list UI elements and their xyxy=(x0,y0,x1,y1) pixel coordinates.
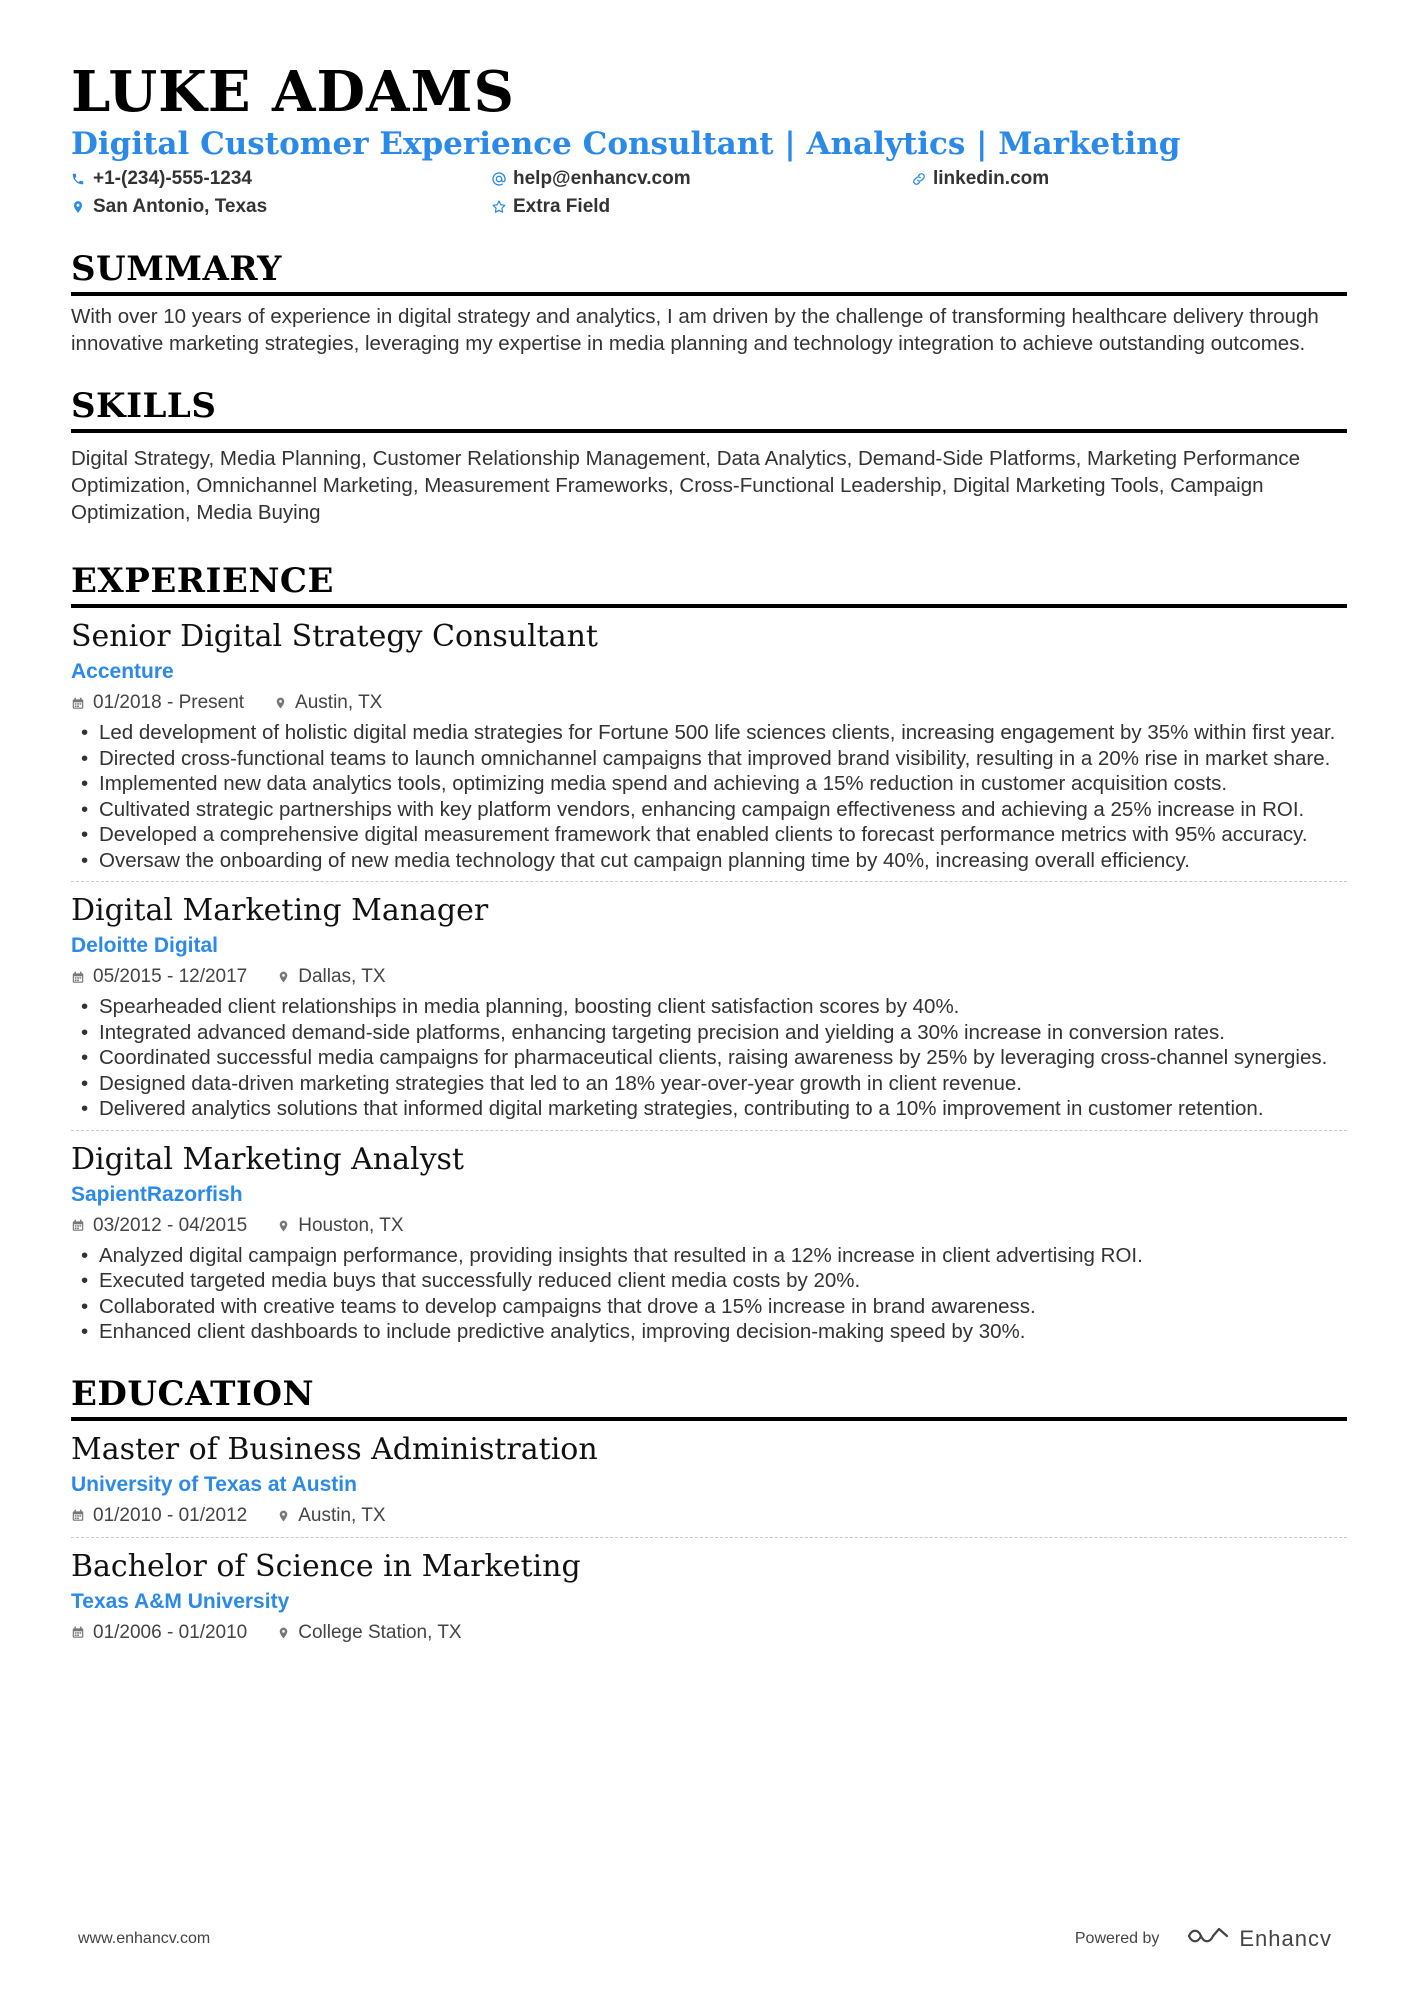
entry-meta xyxy=(71,964,1347,990)
entry-dates: 01/2010 - 01/2012 xyxy=(93,1504,248,1526)
experience-entry xyxy=(71,608,1347,881)
achievement-list xyxy=(71,994,1347,1122)
skills-text: Digital Strategy, Media Planning, Customer Relationship Management, Data Analytics, Demand-Side Platforms, Marketing Performance Optimization, Omnichannel Marketing, Measurement Frameworks, Cross-Functional Leadership, Digital Marketing Tools, Campaign Optimization, Media Buying xyxy=(71,447,1301,524)
company-name: Deloitte Digital xyxy=(71,934,219,957)
entry-location: Austin, TX xyxy=(295,692,383,713)
degree-title: Bachelor of Science in Marketing xyxy=(71,1548,581,1584)
entry-location: Austin, TX xyxy=(298,1504,386,1526)
entry-meta xyxy=(71,1213,1347,1239)
company-name: SapientRazorfish xyxy=(71,1182,243,1206)
enhancv-logo-icon xyxy=(1185,1924,1231,1953)
phone-icon xyxy=(71,172,93,186)
achievement-item: • Implemented new data analytics tools, optimizing media spend and achieving a 15% reduction in customer acquisition costs. xyxy=(71,771,1347,797)
page-footer xyxy=(78,1924,1332,1953)
calendar-icon xyxy=(71,1625,85,1640)
powered-by-label: Powered by xyxy=(1074,1929,1160,1947)
achievement-item: • Developed a comprehensive digital measurement framework that enabled clients to forecast performance metrics with 95% accuracy. xyxy=(71,822,1347,848)
contact-extra-field xyxy=(491,196,911,218)
contact-email-text[interactable]: help@enhancv.com xyxy=(513,168,691,189)
education-section xyxy=(71,1373,1347,1654)
contact-location xyxy=(71,196,491,218)
achievement-item: • Led development of holistic digital media strategies for Fortune 500 life sciences clients, increasing engagement by 35% within first year. xyxy=(71,720,1347,746)
achievement-item: • Executed targeted media buys that successfully reduced client media costs by 20%. xyxy=(71,1268,1347,1294)
entry-dates: 01/2018 - Present xyxy=(93,692,245,713)
job-title: Senior Digital Strategy Consultant xyxy=(71,619,598,654)
entry-dates: 05/2015 - 12/2017 xyxy=(93,966,248,987)
contact-email[interactable] xyxy=(491,168,911,190)
contact-phone-text: +1-(234)-555-1234 xyxy=(93,168,252,189)
education-entry xyxy=(71,1537,1347,1654)
achievement-item: • Coordinated successful media campaigns for pharmaceutical clients, raising awareness by 25% by leveraging cross-channel synergies. xyxy=(71,1045,1347,1071)
contact-linkedin[interactable] xyxy=(911,168,1331,190)
achievement-item: • Enhanced client dashboards to include predictive analytics, improving decision-making speed by 30%. xyxy=(71,1319,1347,1345)
candidate-headline: Digital Customer Experience Consultant | Analytics | Marketing xyxy=(71,126,1181,162)
school-name: University of Texas at Austin xyxy=(71,1472,357,1496)
achievement-item: • Cultivated strategic partnerships with key platform vendors, enhancing campaign effectiveness and achieving a 25% increase in ROI. xyxy=(71,797,1347,823)
footer-branding xyxy=(1075,1924,1332,1953)
achievement-item: • Spearheaded client relationships in media planning, boosting client satisfaction scores by 40%. xyxy=(71,994,1347,1020)
location-pin-icon xyxy=(71,199,93,215)
entry-meta xyxy=(71,690,1347,716)
location-pin-icon xyxy=(277,1508,290,1524)
calendar-icon xyxy=(71,1508,85,1523)
achievement-list xyxy=(71,1243,1347,1345)
achievement-item: • Directed cross-functional teams to launch omnichannel campaigns that improved brand visibility, resulting in a 20% rise in market share. xyxy=(71,746,1347,772)
summary-title: SUMMARY xyxy=(71,248,1347,296)
skills-section xyxy=(71,385,1347,526)
entry-dates: 03/2012 - 04/2015 xyxy=(93,1214,248,1236)
star-icon xyxy=(491,199,513,215)
contact-phone xyxy=(71,168,491,190)
skills-title: SKILLS xyxy=(71,385,1347,433)
link-icon xyxy=(911,171,933,187)
experience-section xyxy=(71,560,1347,1353)
experience-title: EXPERIENCE xyxy=(71,560,1347,608)
degree-title: Master of Business Administration xyxy=(71,1431,598,1467)
location-pin-icon xyxy=(277,1625,290,1641)
entry-location: College Station, TX xyxy=(298,1621,462,1643)
experience-entry xyxy=(71,881,1347,1130)
achievement-item: • Collaborated with creative teams to develop campaigns that drove a 15% increase in brand awareness. xyxy=(71,1294,1347,1320)
calendar-icon xyxy=(71,1218,85,1233)
location-pin-icon xyxy=(274,695,287,711)
location-pin-icon xyxy=(277,1218,290,1234)
achievement-item: • Analyzed digital campaign performance, providing insights that resulted in a 12% increase in client advertising ROI. xyxy=(71,1243,1347,1269)
education-list xyxy=(71,1421,1347,1654)
contact-location-text: San Antonio, Texas xyxy=(93,196,268,217)
achievement-item: • Designed data-driven marketing strategies that led to an 18% year-over-year growth in client revenue. xyxy=(71,1071,1347,1097)
resume-header xyxy=(71,60,1347,218)
resume-page xyxy=(71,60,1347,1654)
entry-location: Dallas, TX xyxy=(298,966,386,987)
company-name: Accenture xyxy=(71,660,174,683)
candidate-name: LUKE ADAMS xyxy=(71,59,515,125)
calendar-icon xyxy=(71,970,85,985)
contact-extra-field-text: Extra Field xyxy=(513,196,611,217)
entry-meta xyxy=(71,1620,1347,1646)
summary-section xyxy=(71,248,1347,357)
job-title: Digital Marketing Manager xyxy=(71,893,489,928)
education-title: EDUCATION xyxy=(71,1373,1347,1421)
experience-list xyxy=(71,608,1347,1353)
job-title: Digital Marketing Analyst xyxy=(71,1141,464,1177)
contact-list xyxy=(71,168,1347,218)
achievement-item: • Delivered analytics solutions that informed digital marketing strategies, contributing to a 10% improvement in customer retention. xyxy=(71,1096,1347,1122)
at-icon xyxy=(491,171,513,187)
entry-dates: 01/2006 - 01/2010 xyxy=(93,1621,248,1643)
achievement-item: • Oversaw the onboarding of new media technology that cut campaign planning time by 40%, increasing overall efficiency. xyxy=(71,848,1347,874)
entry-location: Houston, TX xyxy=(298,1214,404,1236)
enhancv-brand-name: Enhancv xyxy=(1239,1925,1332,1951)
footer-website[interactable]: www.enhancv.com xyxy=(78,1929,211,1947)
achievement-item: • Integrated advanced demand-side platforms, enhancing targeting precision and yielding a 30% increase in conversion rates. xyxy=(71,1020,1347,1046)
summary-text: With over 10 years of experience in digital strategy and analytics, I am driven by the challenge of transforming healthcare delivery through innovative marketing strategies, leveraging my expertise in media planning and technology integration to achieve outstanding outcomes. xyxy=(71,305,1319,355)
achievement-list xyxy=(71,720,1347,873)
entry-meta xyxy=(71,1503,1347,1529)
contact-linkedin-text[interactable]: linkedin.com xyxy=(933,168,1050,189)
experience-entry xyxy=(71,1130,1347,1353)
calendar-icon xyxy=(71,696,85,711)
school-name: Texas A&M University xyxy=(71,1589,290,1613)
location-pin-icon xyxy=(277,969,290,985)
education-entry xyxy=(71,1421,1347,1537)
